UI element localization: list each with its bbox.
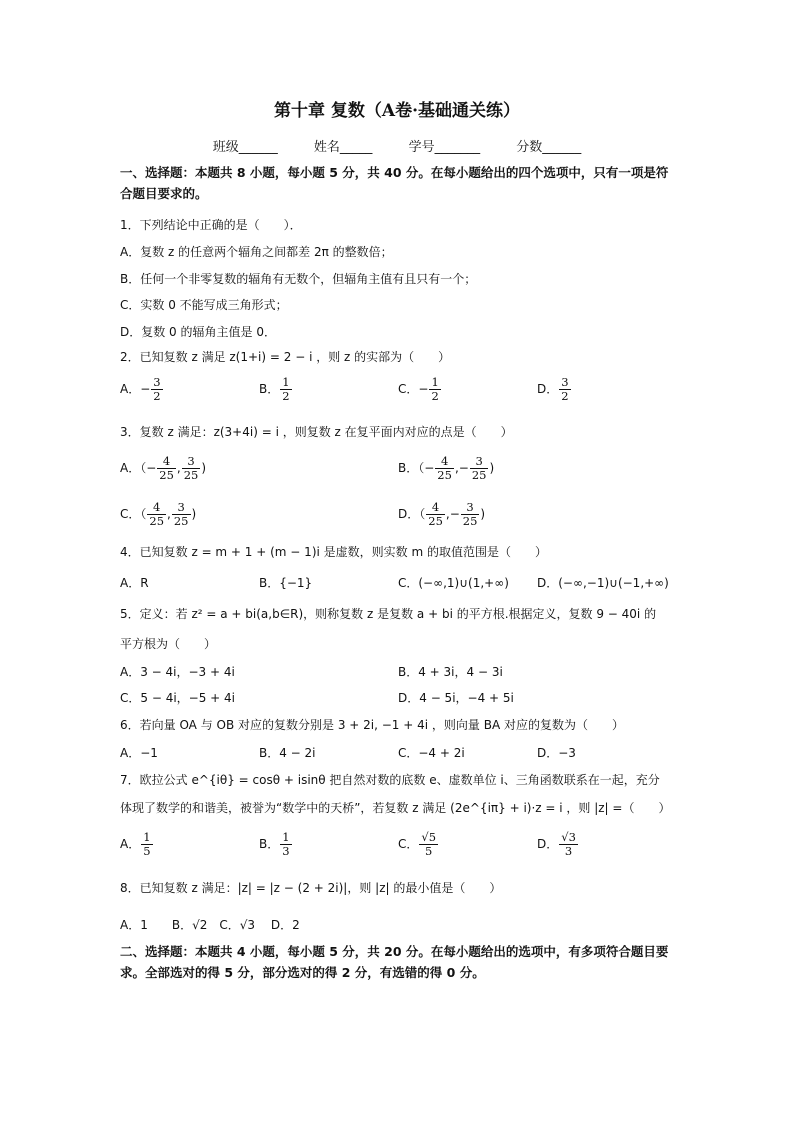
- q4-stem: 4．已知复数 z = m + 1 + (m − 1)i 是虚数，则实数 m 的取值范围是（ ）: [120, 545, 547, 559]
- q7-stem-line1: 7．欧拉公式 e^{iθ} = cosθ + isinθ 把自然对数的底数 e、虚数单位 i、三角函数联系在一起，充分: [120, 773, 660, 787]
- q3-option-a: A．（− $\frac{4}{25}$ , $\frac{3}{25}$ ): [120, 454, 207, 482]
- student-info-line: [0, 136, 794, 155]
- q1-option-a: A．复数 z 的任意两个辐角之间都差 2π 的整数倍；: [120, 245, 393, 259]
- q3-option-c: C．（ $\frac{4}{25}$ , $\frac{3}{25}$ ): [120, 500, 197, 528]
- q4-option-d: D．(−∞,−1)∪(−1,+∞): [537, 576, 669, 590]
- q2-b-den: 2: [282, 389, 290, 403]
- section-two-heading: 二、选择题：本题共 4 小题，每小题 5 分，共 20 分。在每小题给出的选项中，有多项符合题目要求。全部选对的得 5 分，部分选对的得 2 分，有选错的得 0 分。: [120, 944, 669, 980]
- q2-b-label: B．: [259, 382, 280, 396]
- q2-option-b: [259, 376, 293, 403]
- q3-b-n1: 4: [435, 455, 454, 469]
- q2-d-label: D．: [537, 382, 559, 396]
- q2-c-label: C．: [398, 382, 419, 396]
- q7-b-label: B．: [259, 837, 280, 851]
- q7-c-num: √5: [421, 830, 437, 844]
- q5-option-b: B．4 + 3i，4 − 3i: [398, 665, 503, 679]
- q3-c-frac2: [172, 501, 191, 528]
- q5-stem-line1: 5．定义：若 z² = a + bi(a,b∈R)，则称复数 z 是复数 a + bi 的平方根.根据定义，复数 9 − 40i 的: [120, 607, 657, 621]
- q2-d-den: 2: [561, 389, 569, 403]
- q4-option-c: C．(−∞,1)∪(1,+∞): [398, 576, 509, 590]
- q8-options: A．1 B．√2 C．√3 D．2: [120, 918, 300, 932]
- q2-b-num: 1: [282, 375, 290, 389]
- q3-d-d2: 25: [462, 514, 478, 528]
- q5-option-c: C．5 − 4i，−5 + 4i: [120, 691, 236, 705]
- q7-c-label: C．: [398, 837, 419, 851]
- student-id-field: 学号_______: [408, 140, 481, 155]
- q6-option-a: A．−1: [120, 746, 158, 760]
- q7-d-num: √3: [561, 830, 576, 844]
- q7-a-den: 5: [143, 844, 151, 858]
- score-field: 分数______: [516, 140, 582, 155]
- q7-c-den: 5: [425, 844, 433, 858]
- q7-d-fraction: [559, 831, 578, 858]
- q1-option-b: B．任何一个非零复数的辐角有无数个，但辐角主值有且只有一个；: [120, 272, 477, 286]
- q3-a-frac2: [182, 455, 201, 482]
- q3-c-n1: 4: [147, 501, 166, 515]
- q3-b-label: B．（−: [398, 461, 435, 475]
- q3-d-n2: 3: [461, 501, 480, 515]
- q3-a-d2: 25: [183, 468, 199, 482]
- q3-b-frac2: [470, 455, 489, 482]
- q2-c-den: 2: [431, 389, 439, 403]
- q2-a-den: 2: [153, 389, 161, 403]
- q1-option-d: D．复数 0 的辐角主值是 0．: [120, 325, 276, 339]
- q2-option-c: [398, 376, 442, 403]
- q3-d-d1: 25: [428, 514, 443, 528]
- q3-d-n1: 4: [426, 501, 445, 515]
- q7-option-c: [398, 831, 439, 858]
- q3-c-n2: 3: [172, 501, 191, 515]
- q6-option-c: C．−4 + 2i: [398, 746, 465, 760]
- q3-a-label: A．（−: [120, 461, 157, 475]
- q3-d-label: D．（: [398, 507, 426, 521]
- section-one-heading: 一、选择题：本题共 8 小题，每小题 5 分，共 40 分。在每小题给出的四个选项中，只有一项是符合题目要求的。: [120, 165, 669, 201]
- q1-stem: 1．下列结论中正确的是（ ）．: [120, 218, 302, 232]
- q3-c-label: C．（: [120, 507, 147, 521]
- q7-b-den: 3: [282, 844, 290, 858]
- q7-d-label: D．: [537, 837, 559, 851]
- q2-b-fraction: [280, 376, 291, 403]
- q7-a-label: A．: [120, 837, 141, 851]
- q4-option-b: B．{−1}: [259, 576, 313, 590]
- q3-c-d1: 25: [149, 514, 165, 528]
- class-field: 班级______: [212, 140, 278, 155]
- q5-option-a: A．3 − 4i，−3 + 4i: [120, 665, 235, 679]
- q2-option-a: [120, 376, 164, 403]
- q5-option-d: D．4 − 5i，−4 + 5i: [398, 691, 514, 705]
- q2-option-d: [537, 376, 572, 403]
- q3-a-frac1: [157, 455, 176, 482]
- q6-stem: 6．若向量 OA 与 OB 对应的复数分别是 3 + 2i, −1 + 4i ，则向量 BA 对应的复数为（ ）: [120, 718, 624, 732]
- q3-b-d2: 25: [471, 468, 487, 482]
- q7-b-fraction: [280, 831, 291, 858]
- q3-d-frac1: [426, 501, 445, 528]
- q8-stem: 8．已知复数 z 满足：|z| = |z − (2 + 2i)|，则 |z| 的最小值是（ ）: [120, 881, 502, 895]
- page-title: 第十章 复数（A卷·基础通关练）: [273, 101, 521, 121]
- name-field: 姓名_____: [313, 140, 373, 155]
- q2-a-label: A．: [120, 382, 141, 396]
- q2-a-sign: −: [140, 382, 151, 396]
- q3-a-d1: 25: [159, 468, 174, 482]
- q4-option-a: A．R: [120, 576, 149, 590]
- q3-b-d1: 25: [437, 468, 452, 482]
- q7-option-a: [120, 831, 154, 858]
- q2-d-fraction: [559, 376, 570, 403]
- q2-c-num: 1: [431, 375, 439, 389]
- q7-option-b: [259, 831, 293, 858]
- q2-stem: 2．已知复数 z 满足 z(1+i) = 2 − i ，则 z 的实部为（ ）: [120, 350, 451, 364]
- q6-option-d: D．−3: [537, 746, 576, 760]
- q7-d-den: 3: [564, 844, 573, 858]
- q7-option-d: [537, 831, 579, 858]
- q7-a-fraction: [141, 831, 152, 858]
- q7-a-num: 1: [143, 830, 151, 844]
- q1-option-c: C．实数 0 不能写成三角形式；: [120, 298, 288, 312]
- q2-a-fraction: [151, 376, 162, 403]
- q3-a-n1: 4: [157, 455, 176, 469]
- q5-stem-line2: 平方根为（ ）: [120, 637, 217, 651]
- q3-option-b: B．（− $\frac{4}{25}$ ,− $\frac{3}{25}$ ): [398, 454, 495, 482]
- q2-d-num: 3: [561, 375, 569, 389]
- q3-b-n2: 3: [470, 455, 489, 469]
- q3-b-frac1: [435, 455, 454, 482]
- q3-a-n2: 3: [182, 455, 201, 469]
- q6-option-b: B．4 − 2i: [259, 746, 316, 760]
- q7-b-num: 1: [282, 830, 290, 844]
- q7-stem-line2: 体现了数学的和谐美，被誉为“数学中的天桥”，若复数 z 满足 (2e^{iπ} + i)·z = i ，则 |z| =（ ）: [120, 801, 671, 815]
- q2-c-fraction: [429, 376, 440, 403]
- q2-a-num: 3: [153, 375, 161, 389]
- q3-c-frac1: [147, 501, 166, 528]
- q3-stem: 3．复数 z 满足：z(3+4i) = i ，则复数 z 在复平面内对应的点是（ ）: [120, 425, 513, 439]
- q2-c-sign: −: [418, 382, 429, 396]
- q3-d-frac2: [461, 501, 480, 528]
- q3-option-d: D．（ $\frac{4}{25}$ ,− $\frac{3}{25}$ ): [398, 500, 486, 528]
- q3-c-d2: 25: [173, 514, 189, 528]
- q7-c-fraction: [419, 831, 438, 858]
